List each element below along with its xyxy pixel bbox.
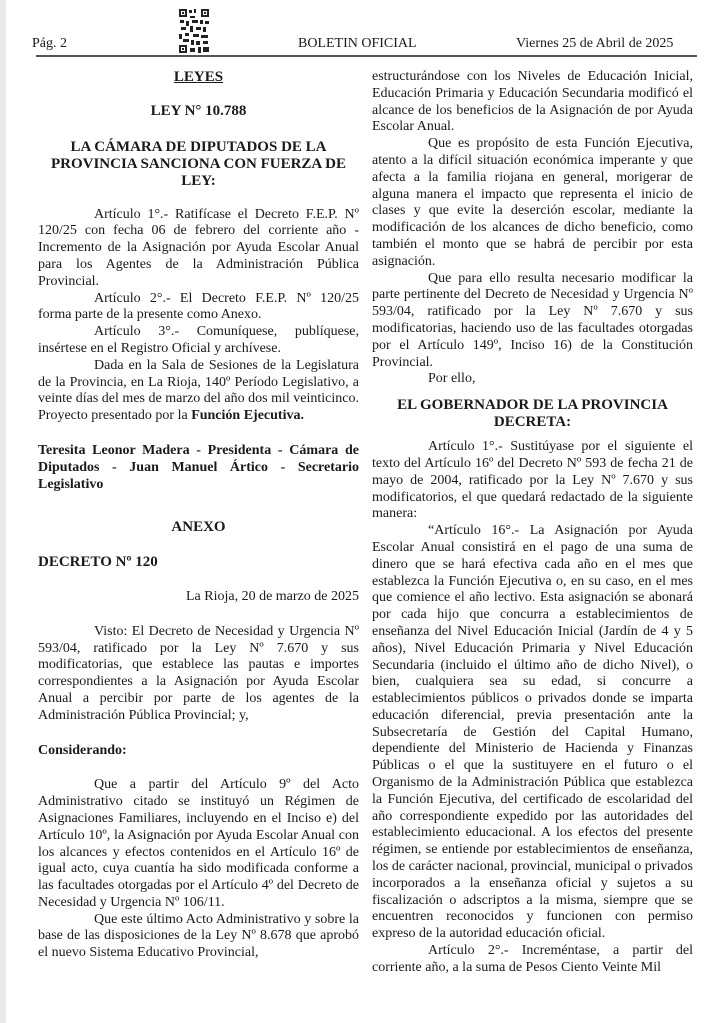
por-ello: Por ello,	[428, 371, 476, 387]
publication-date: Viernes 25 de Abril de 2025	[516, 36, 674, 51]
law-number: LEY N° 10.788	[150, 102, 247, 119]
law-article-3: Artículo 3°.- Comuníquese, publíquese, insértese en el Registro Oficial y archívese.	[38, 324, 359, 356]
considerando-paragraph-2-continued: estructurándose con los Niveles de Educación Inicial, Educación Primaria y Educación Secundaria modificó el alcance de los beneficios de la Asignación de por Ayuda Escolar Anual.	[372, 69, 693, 135]
considerando-paragraph-3: Que es propósito de esta Función Ejecutiva, atento a la difícil situación económica imperante y que afecta a la familia riojana en general, morigerar de alguna manera el impacto que representa el inicio de clases y que evite la deserción escolar, mediante la modificación de los alcances de dicho beneficio, como también el monto que se habrá de percibir por esta asignación.	[372, 136, 693, 269]
place-date: La Rioja, 20 de marzo de 2025	[185, 588, 359, 604]
annex-heading: ANEXO	[171, 519, 226, 536]
section-heading: LEYES	[173, 69, 224, 85]
governor-decrees: EL GOBERNADOR DE LA PROVINCIA DECRETA:	[397, 397, 668, 431]
decree-article-16-text: “Artículo 16°.- La Asignación por Ayuda Escolar Anual consistirá en el pago de una suma de dinero que se hará efectiva cada año en el mes que establezca la Función Ejecutiva o, en su caso, en el mes que comience el año lectivo. Esta asignación se abonará por cada hijo que concurra a establecimientos de enseñanza del Nivel Educación Inicial (Jardín de 4 y 5 años), Nivel Educación Primaria y Nivel Educación Secundaria (incluido el último año de dicho Nivel), o bien, cualquiera sea su edad, si concurre a establecimientos públicos o privados donde se imparta educación diferencial, previa presentación ante la Subsecretaría de Gestión del Capital Humano, dependiente del Ministerio de Hacienda y Finanzas Públicas o el que la sustituyere en el futuro o el Organismo de la Administración Pública que establezca la Función Ejecutiva, del certificado de escolaridad del año correspondiente expedido por las autoridades del establecimiento educacional. A los efectos del presente régimen, se entiende por establecimientos de enseñanza, los de carácter nacional, provincial, municipal o privados incorporados a la enseñanza oficial y sujetos a su fiscalización o adscriptos a la misma, siempre que se encuentren reconocidos y funcionen con permiso expreso de la autoridad educación oficial.	[372, 523, 693, 942]
right-column	[372, 69, 693, 977]
left-column	[38, 69, 359, 962]
page-number: Pág. 2	[32, 36, 67, 51]
decree-article-1: Artículo 1°.- Sustitúyase por el siguiente el texto del Artículo 16º del Decreto Nº 593 de fecha 21 de mayo de 2004, ratificado por la Ley Nº 7.670 y sus modificatorios, el que quedará redactado de la siguiente manera:	[372, 439, 693, 522]
law-given-clause	[38, 358, 359, 425]
considerando-paragraph-2: Que este último Acto Administrativo y sobre la base de las disposiciones de la Ley Nº 8.678 que aprobó el nuevo Sistema Educativo Provincial,	[38, 911, 359, 961]
visto-paragraph: Visto: El Decreto de Necesidad y Urgencia Nº 593/04, ratificado por la Ley Nº 7.670 y sus modificatorias, que establece las pautas e importes correspondientes a la Asignación por Ayuda Escolar Anual a percibir por parte de los agentes de la Administración Pública Provincial; y,	[38, 623, 359, 723]
document-page	[6, 0, 727, 1023]
decree-article-2: Artículo 2°.- Increméntase, a partir del corriente año, a la suma de Pesos Ciento Veinte Mil	[372, 943, 693, 975]
considerando-paragraph-1: Que a partir del Artículo 9º del Acto Administrativo citado se instituyó un Régimen de Asignaciones Familiares, incluyendo en el Inciso e) del Artículo 10º, la Asignación por Ayuda Escolar Anual con los alcances y efectos contenidos en el Artículo 16º de igual acto, cuya cuantía ha sido modificada conforme a las facultades otorgadas por el Artículo 4º del Decreto de Necesidad y Urgencia Nº 106/11.	[38, 777, 359, 910]
considerando-heading: Considerando:	[38, 742, 127, 758]
given-text: Dada en la Sala de Sesiones de la Legislatura de la Provincia, en La Rioja, 140º Período Legislativo, a veinte días del mes de marzo del año dos mil veinticinco. Proyecto presentado por la	[38, 357, 359, 424]
signatures: Teresita Leonor Madera - Presidenta - Cámara de Diputados - Juan Manuel Ártico - Secretario Legislativo	[38, 442, 359, 492]
enacting-clause: LA CÁMARA DE DIPUTADOS DE LA PROVINCIA SANCIONA CON FUERZA DE LEY:	[50, 138, 347, 189]
given-bold-text: Función Ejecutiva.	[191, 408, 304, 424]
publication-title: BOLETIN OFICIAL	[298, 36, 417, 51]
header-rule	[36, 55, 697, 57]
decree-number: DECRETO Nº 120	[38, 554, 158, 571]
law-article-1: Artículo 1°.- Ratifícase el Decreto F.E.P. Nº 120/25 con fecha 06 de febrero del corriente año - Incremento de la Asignación por Ayuda Escolar Anual para los Agentes de la Administración Pública Provincial.	[38, 206, 359, 289]
qr-code-icon	[178, 8, 210, 54]
law-article-2: Artículo 2°.- El Decreto F.E.P. Nº 120/25 forma parte de la presente como Anexo.	[38, 290, 359, 323]
considerando-paragraph-4: Que para ello resulta necesario modificar la parte pertinente del Decreto de Necesidad y Urgencia Nº 593/04, ratificado por la Ley Nº 7.670 y sus modificatorias, haciendo uso de las facultades otorgadas por el Artículo 149º, Inciso 16) de la Constitución Provincial.	[372, 270, 693, 370]
